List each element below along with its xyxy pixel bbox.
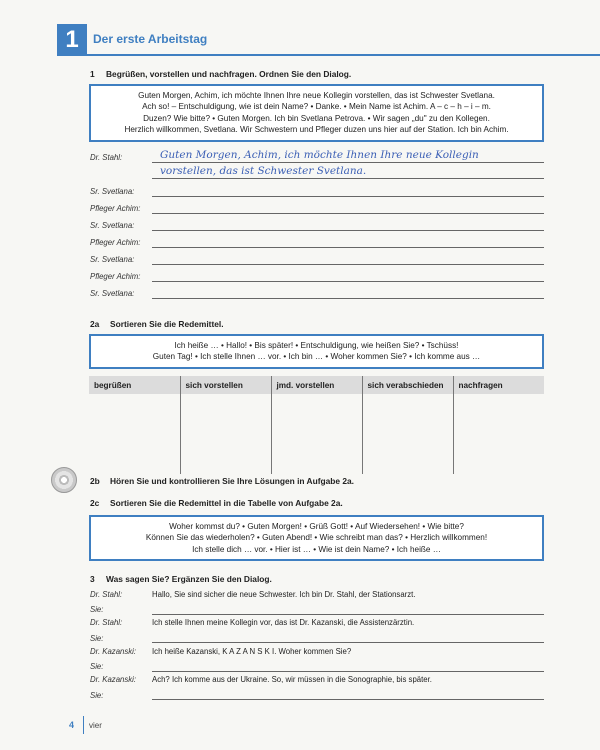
answer-line[interactable]: [152, 178, 544, 179]
speaker-label: Dr. Stahl:: [90, 590, 123, 599]
dialog-text: Ach? Ich komme aus der Ukraine. So, wir müssen in die Sonographie, bis später.: [152, 675, 432, 684]
speaker-label: Pfleger Achim:: [90, 238, 141, 247]
task2b-number: 2b: [90, 476, 100, 486]
header-rule: [57, 54, 600, 56]
table-cell[interactable]: [180, 394, 271, 474]
bank-line: Woher kommst du? • Guten Morgen! • Grüß Gott! • Auf Wiedersehen! • Wie bitte?: [169, 522, 464, 531]
bank-line: Ich stelle dich … vor. • Hier ist … • Wie ist dein Name? • Ich heiße …: [192, 544, 441, 554]
dialog-row[interactable]: [90, 269, 544, 283]
dialog-text: Hallo, Sie sind sicher die neue Schwester. Ich bin Dr. Stahl, der Stationsarzt.: [152, 590, 416, 599]
task2b-heading: [90, 476, 354, 486]
answer-line[interactable]: [152, 230, 544, 231]
answer-line[interactable]: [152, 162, 544, 163]
dialog-continuation-row[interactable]: [152, 166, 544, 180]
footer-divider: [83, 716, 84, 734]
speaker-label: Dr. Kazanski:: [90, 675, 137, 684]
dialog-text: Ich stelle Ihnen meine Kollegin vor, das ist Dr. Kazanski, die Assistenzärztin.: [152, 618, 415, 627]
table-cell[interactable]: [362, 394, 453, 474]
task2a-word-bank: [89, 334, 544, 369]
task1-number: 1: [90, 69, 95, 79]
audio-cd-icon[interactable]: [51, 467, 77, 493]
answer-line[interactable]: [152, 614, 544, 615]
column-header: begrüßen: [89, 376, 180, 394]
task2a-number: 2a: [90, 319, 100, 329]
task1-heading: [90, 69, 351, 79]
task2c-word-bank: [89, 515, 544, 561]
answer-line[interactable]: [152, 642, 544, 643]
dialog-row[interactable]: [90, 150, 544, 164]
bank-line: Guten Morgen, Achim, ich möchte Ihnen Ihre neue Kollegin vorstellen, das ist Schwester Svetlana.: [138, 91, 495, 100]
answer-line[interactable]: [152, 196, 544, 197]
task1-word-bank: [89, 84, 544, 142]
table-cell[interactable]: [271, 394, 362, 474]
task2c-title: Sortieren Sie die Redemittel in die Tabelle von Aufgabe 2a.: [110, 498, 343, 508]
dialog-row[interactable]: [90, 286, 544, 300]
bank-line: Duzen? Wie bitte? • Guten Morgen. Ich bin Svetlana Petrova. • Wir sagen „du" zu den Kollegen.: [143, 113, 490, 123]
dialog-row[interactable]: [90, 252, 544, 266]
task3-number: 3: [90, 574, 95, 584]
dialog-row[interactable]: [90, 184, 544, 198]
speaker-label: Sie:: [90, 662, 104, 671]
speaker-label: Sr. Svetlana:: [90, 255, 135, 264]
handwritten-example-line-1: Guten Morgen, Achim, ich möchte Ihnen Ihre neue Kollegin: [160, 149, 479, 161]
speaker-label: Pfleger Achim:: [90, 204, 141, 213]
speaker-label: Sr. Svetlana:: [90, 289, 135, 298]
answer-line[interactable]: [152, 281, 544, 282]
task3-heading: [90, 574, 272, 584]
speaker-label: Dr. Stahl:: [90, 153, 123, 162]
table-cell[interactable]: [89, 394, 180, 474]
column-header: sich vorstellen: [180, 376, 271, 394]
speaker-label: Sie:: [90, 691, 104, 700]
chapter-title: Der erste Arbeitstag: [93, 32, 208, 46]
speaker-label: Pfleger Achim:: [90, 272, 141, 281]
page-number: 4: [69, 720, 75, 730]
page-number-word: vier: [89, 721, 102, 730]
answer-line[interactable]: [152, 264, 544, 265]
task3-title: Was sagen Sie? Ergänzen Sie den Dialog.: [106, 574, 272, 584]
dialog-row[interactable]: [90, 235, 544, 249]
column-header: nachfragen: [453, 376, 544, 394]
bank-line: Können Sie das wiederholen? • Guten Abend! • Wie schreibt man das? • Herzlich willkommen!: [145, 533, 488, 543]
table-header-row: [89, 376, 544, 394]
speaker-label: Sie:: [90, 605, 104, 614]
bank-line: Ach so! – Entschuldigung, wie ist dein Name? • Danke. • Mein Name ist Achim. A – c – h – i – m.: [142, 102, 491, 112]
bank-line: Ich heiße … • Hallo! • Bis später! • Entschuldigung, wie heißen Sie? • Tschüss!: [174, 341, 459, 350]
bank-line: Herzlich willkommen, Svetlana. Wir Schwestern und Pfleger duzen uns hier auf der Station. Ich bin Achim.: [124, 125, 509, 135]
task2a-heading: [90, 319, 224, 329]
answer-line[interactable]: [152, 298, 544, 299]
table-row: [89, 394, 544, 474]
speaker-label: Sie:: [90, 634, 104, 643]
answer-line[interactable]: [152, 699, 544, 700]
sorting-table: [89, 376, 544, 474]
speaker-label: Sr. Svetlana:: [90, 221, 135, 230]
answer-line[interactable]: [152, 247, 544, 248]
task2c-heading: [90, 498, 343, 508]
task2a-title: Sortieren Sie die Redemittel.: [110, 319, 224, 329]
task1-title: Begrüßen, vorstellen und nachfragen. Ordnen Sie den Dialog.: [106, 69, 352, 79]
handwritten-example-line-2: vorstellen, das ist Schwester Svetlana.: [160, 165, 367, 177]
dialog-text: Ich heiße Kazanski, K A Z A N S K I. Woher kommen Sie?: [152, 647, 352, 656]
speaker-label: Dr. Stahl:: [90, 618, 123, 627]
chapter-number: 1: [57, 24, 87, 56]
table-cell[interactable]: [453, 394, 544, 474]
task2c-number: 2c: [90, 498, 100, 508]
task2b-title: Hören Sie und kontrollieren Sie Ihre Lösungen in Aufgabe 2a.: [110, 476, 354, 486]
dialog-row[interactable]: [90, 218, 544, 232]
bank-line: Guten Tag! • Ich stelle Ihnen … vor. • Ich bin … • Woher kommen Sie? • Ich komme aus …: [152, 352, 481, 362]
speaker-label: Sr. Svetlana:: [90, 187, 135, 196]
speaker-label: Dr. Kazanski:: [90, 647, 137, 656]
answer-line[interactable]: [152, 671, 544, 672]
dialog-row[interactable]: [90, 201, 544, 215]
answer-line[interactable]: [152, 213, 544, 214]
column-header: jmd. vorstellen: [271, 376, 362, 394]
column-header: sich verabschieden: [362, 376, 453, 394]
